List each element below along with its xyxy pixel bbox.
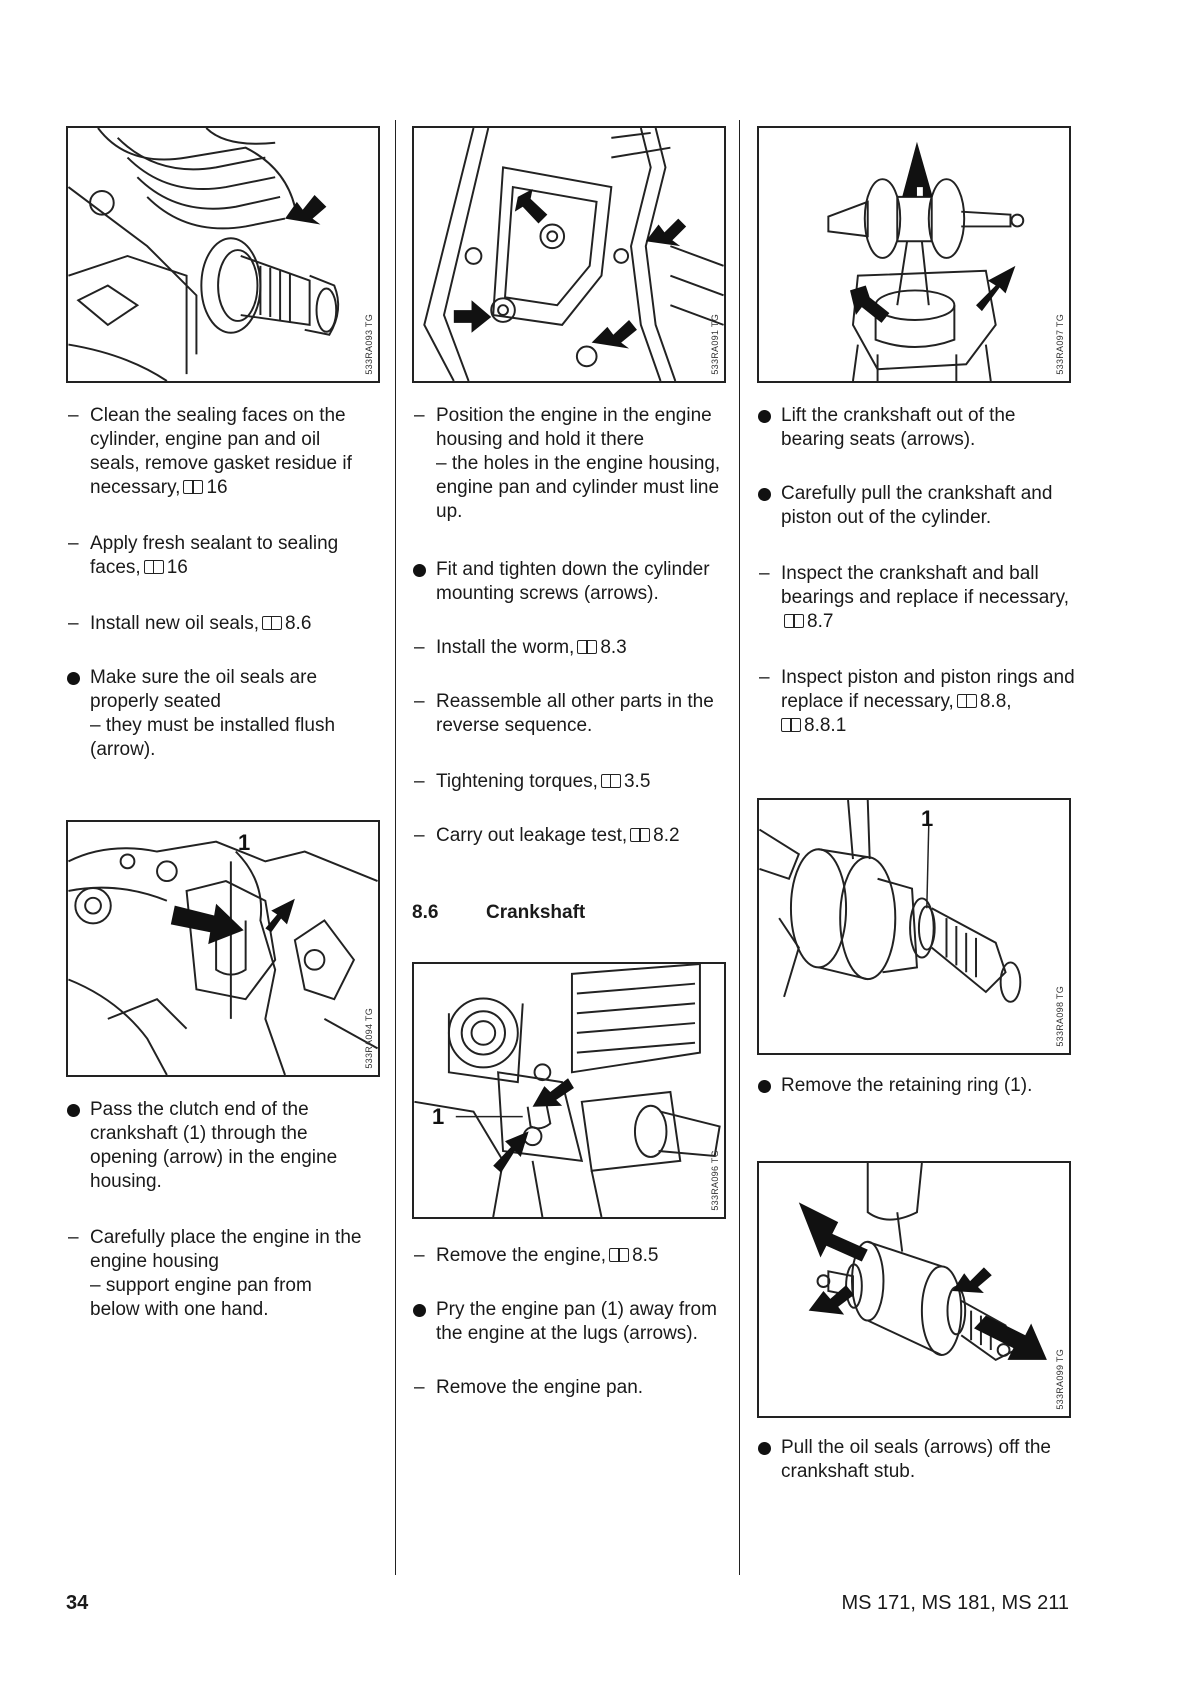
step-pry-engine-pan [412, 1298, 732, 1346]
step-reference: 3.5 [623, 771, 651, 792]
step-text: Install the worm, [436, 637, 575, 658]
model-names: MS 171, MS 181, MS 211 [841, 1592, 1069, 1614]
callout-number: 1 [238, 830, 251, 855]
step-check-oil-seals [66, 666, 366, 762]
manual-reference-icon [601, 774, 621, 788]
figure-cylinder-screws [412, 126, 726, 383]
step-text: Carry out leakage test, [436, 825, 628, 846]
step-text: Pass the clutch end of the crankshaft (1) through the opening (arrow) in the engine housing. [90, 1099, 338, 1192]
step-reference: 8.2 [653, 825, 680, 846]
page-number: 34 [66, 1592, 89, 1614]
step-fit-cylinder-screws [412, 558, 732, 606]
manual-reference-icon [781, 718, 801, 732]
step-reference-2: 8.8.1 [804, 715, 847, 736]
step-reference: 8.3 [600, 637, 627, 658]
figure-code: 533RA099 TG [1055, 1349, 1065, 1410]
callout-number: 1 [921, 806, 934, 831]
crankshaft-lift-illustration [759, 128, 1069, 381]
step-subtext: – they must be installed flush (arrow). [90, 715, 336, 760]
step-text: Make sure the oil seals are properly seated [90, 667, 318, 712]
figure-code: 533RA097 TG [1055, 314, 1065, 375]
figure-code: 533RA096 TG [710, 1150, 720, 1211]
figure-pull-oil-seals [757, 1161, 1071, 1418]
step-text: Tightening torques, [436, 771, 598, 792]
step-text: Remove the engine, [436, 1245, 607, 1266]
engine-pan-illustration [414, 964, 724, 1217]
figure-crankshaft-through-opening [66, 820, 380, 1077]
step-place-engine: – Carefully place the engine in the engine housing – support engine pan from below with one hand. [68, 1227, 362, 1320]
column-divider-1 [395, 120, 396, 1575]
step-text: Apply fresh sealant to sealing faces, [90, 533, 339, 578]
step-reference: 8.8, [979, 691, 1012, 712]
step-text: Inspect piston and piston rings and replace if necessary, [781, 667, 1075, 712]
step-reference: 8.5 [632, 1245, 659, 1266]
cylinder-screws-illustration [414, 128, 724, 381]
figure-engine-pan-lugs [412, 962, 726, 1219]
figure-code: 533RA098 TG [1055, 986, 1065, 1047]
figure-code: 533RA093 TG [364, 314, 374, 375]
step-text: Inspect the crankshaft and ball bearings and replace if necessary, [781, 563, 1069, 608]
column-divider-2 [739, 120, 740, 1575]
step-install-oil-seals: – Install new oil seals, 8.6 [68, 613, 312, 634]
step-leakage-test: – Carry out leakage test, 8.2 [414, 825, 680, 846]
figure-oil-seal-cylinder [66, 126, 380, 383]
figure-crankshaft-lift [757, 126, 1071, 383]
figure-code: 533RA094 TG [364, 1008, 374, 1069]
step-reference: 16 [166, 557, 188, 578]
step-inspect-crankshaft: – Inspect the crankshaft and ball bearings and replace if necessary,8.7 [759, 563, 1069, 632]
step-subtext: – the holes in the engine housing, engine pan and cylinder must line up. [436, 453, 721, 522]
callout-number: 1 [432, 1104, 445, 1129]
step-text: Clean the sealing faces on the cylinder, engine pan and oil seals, remove gasket residue if necessary, [90, 405, 352, 498]
step-pull-oil-seals [757, 1436, 1077, 1484]
step-text: Fit and tighten down the cylinder mounting screws (arrows). [436, 559, 710, 604]
step-apply-sealant: – Apply fresh sealant to sealing faces, 16 [68, 533, 339, 578]
step-tightening-torques: – Tightening torques, 3.5 [414, 771, 651, 792]
step-install-worm: – Install the worm, 8.3 [414, 637, 627, 658]
retaining-ring-illustration [759, 800, 1069, 1053]
step-reference: 16 [206, 477, 228, 498]
manual-reference-icon [262, 616, 282, 630]
step-remove-engine: – Remove the engine, 8.5 [414, 1245, 659, 1266]
manual-reference-icon [577, 640, 597, 654]
section-number: 8.6 [412, 902, 439, 923]
step-reference: 8.7 [807, 611, 834, 632]
figure-code: 533RA091 TG [710, 314, 720, 375]
step-remove-engine-pan: – Remove the engine pan. [412, 1376, 732, 1400]
manual-reference-icon [957, 694, 977, 708]
manual-reference-icon [144, 560, 164, 574]
manual-reference-icon [630, 828, 650, 842]
step-text: Install new oil seals, [90, 613, 259, 634]
step-text: Position the engine in the engine housing and hold it there [436, 405, 712, 450]
step-inspect-piston: – Inspect piston and piston rings and replace if necessary, 8.8, 8.8.1 [759, 667, 1075, 736]
step-pull-crankshaft-piston [757, 482, 1077, 530]
step-pass-clutch-end [66, 1098, 366, 1194]
step-text: Pry the engine pan (1) away from the engine at the lugs (arrows). [436, 1299, 717, 1344]
step-position-engine: – Position the engine in the engine housing and hold it there – the holes in the engine housing, engine pan and cylinder must line up. [414, 405, 721, 522]
manual-reference-icon [784, 614, 804, 628]
section-title: Crankshaft [486, 902, 586, 923]
step-reference: 8.6 [284, 613, 312, 634]
step-remove-retaining-ring [757, 1074, 1077, 1098]
step-lift-crankshaft [757, 404, 1077, 452]
step-reassemble: – Reassemble all other parts in the reverse sequence. [412, 690, 732, 738]
manual-reference-icon [609, 1248, 629, 1262]
clutch-end-illustration [68, 822, 378, 1075]
figure-retaining-ring [757, 798, 1071, 1055]
oil-seal-illustration [68, 128, 378, 381]
step-text: Carefully place the engine in the engine housing [90, 1227, 362, 1272]
step-text: Carefully pull the crankshaft and piston out of the cylinder. [781, 483, 1053, 528]
step-text: Remove the retaining ring (1). [781, 1075, 1033, 1096]
step-clean-sealing-faces: – Clean the sealing faces on the cylinder, engine pan and oil seals, remove gasket residue if necessary, 16 [68, 405, 352, 498]
step-text: Remove the engine pan. [436, 1377, 644, 1398]
step-text: Reassemble all other parts in the reverse sequence. [436, 691, 714, 736]
manual-reference-icon [183, 480, 203, 494]
step-text: Lift the crankshaft out of the bearing seats (arrows). [781, 405, 1016, 450]
step-text: Pull the oil seals (arrows) off the crankshaft stub. [781, 1437, 1051, 1482]
step-subtext: – support engine pan from below with one hand. [90, 1275, 312, 1320]
oil-seals-pull-illustration [759, 1163, 1069, 1416]
